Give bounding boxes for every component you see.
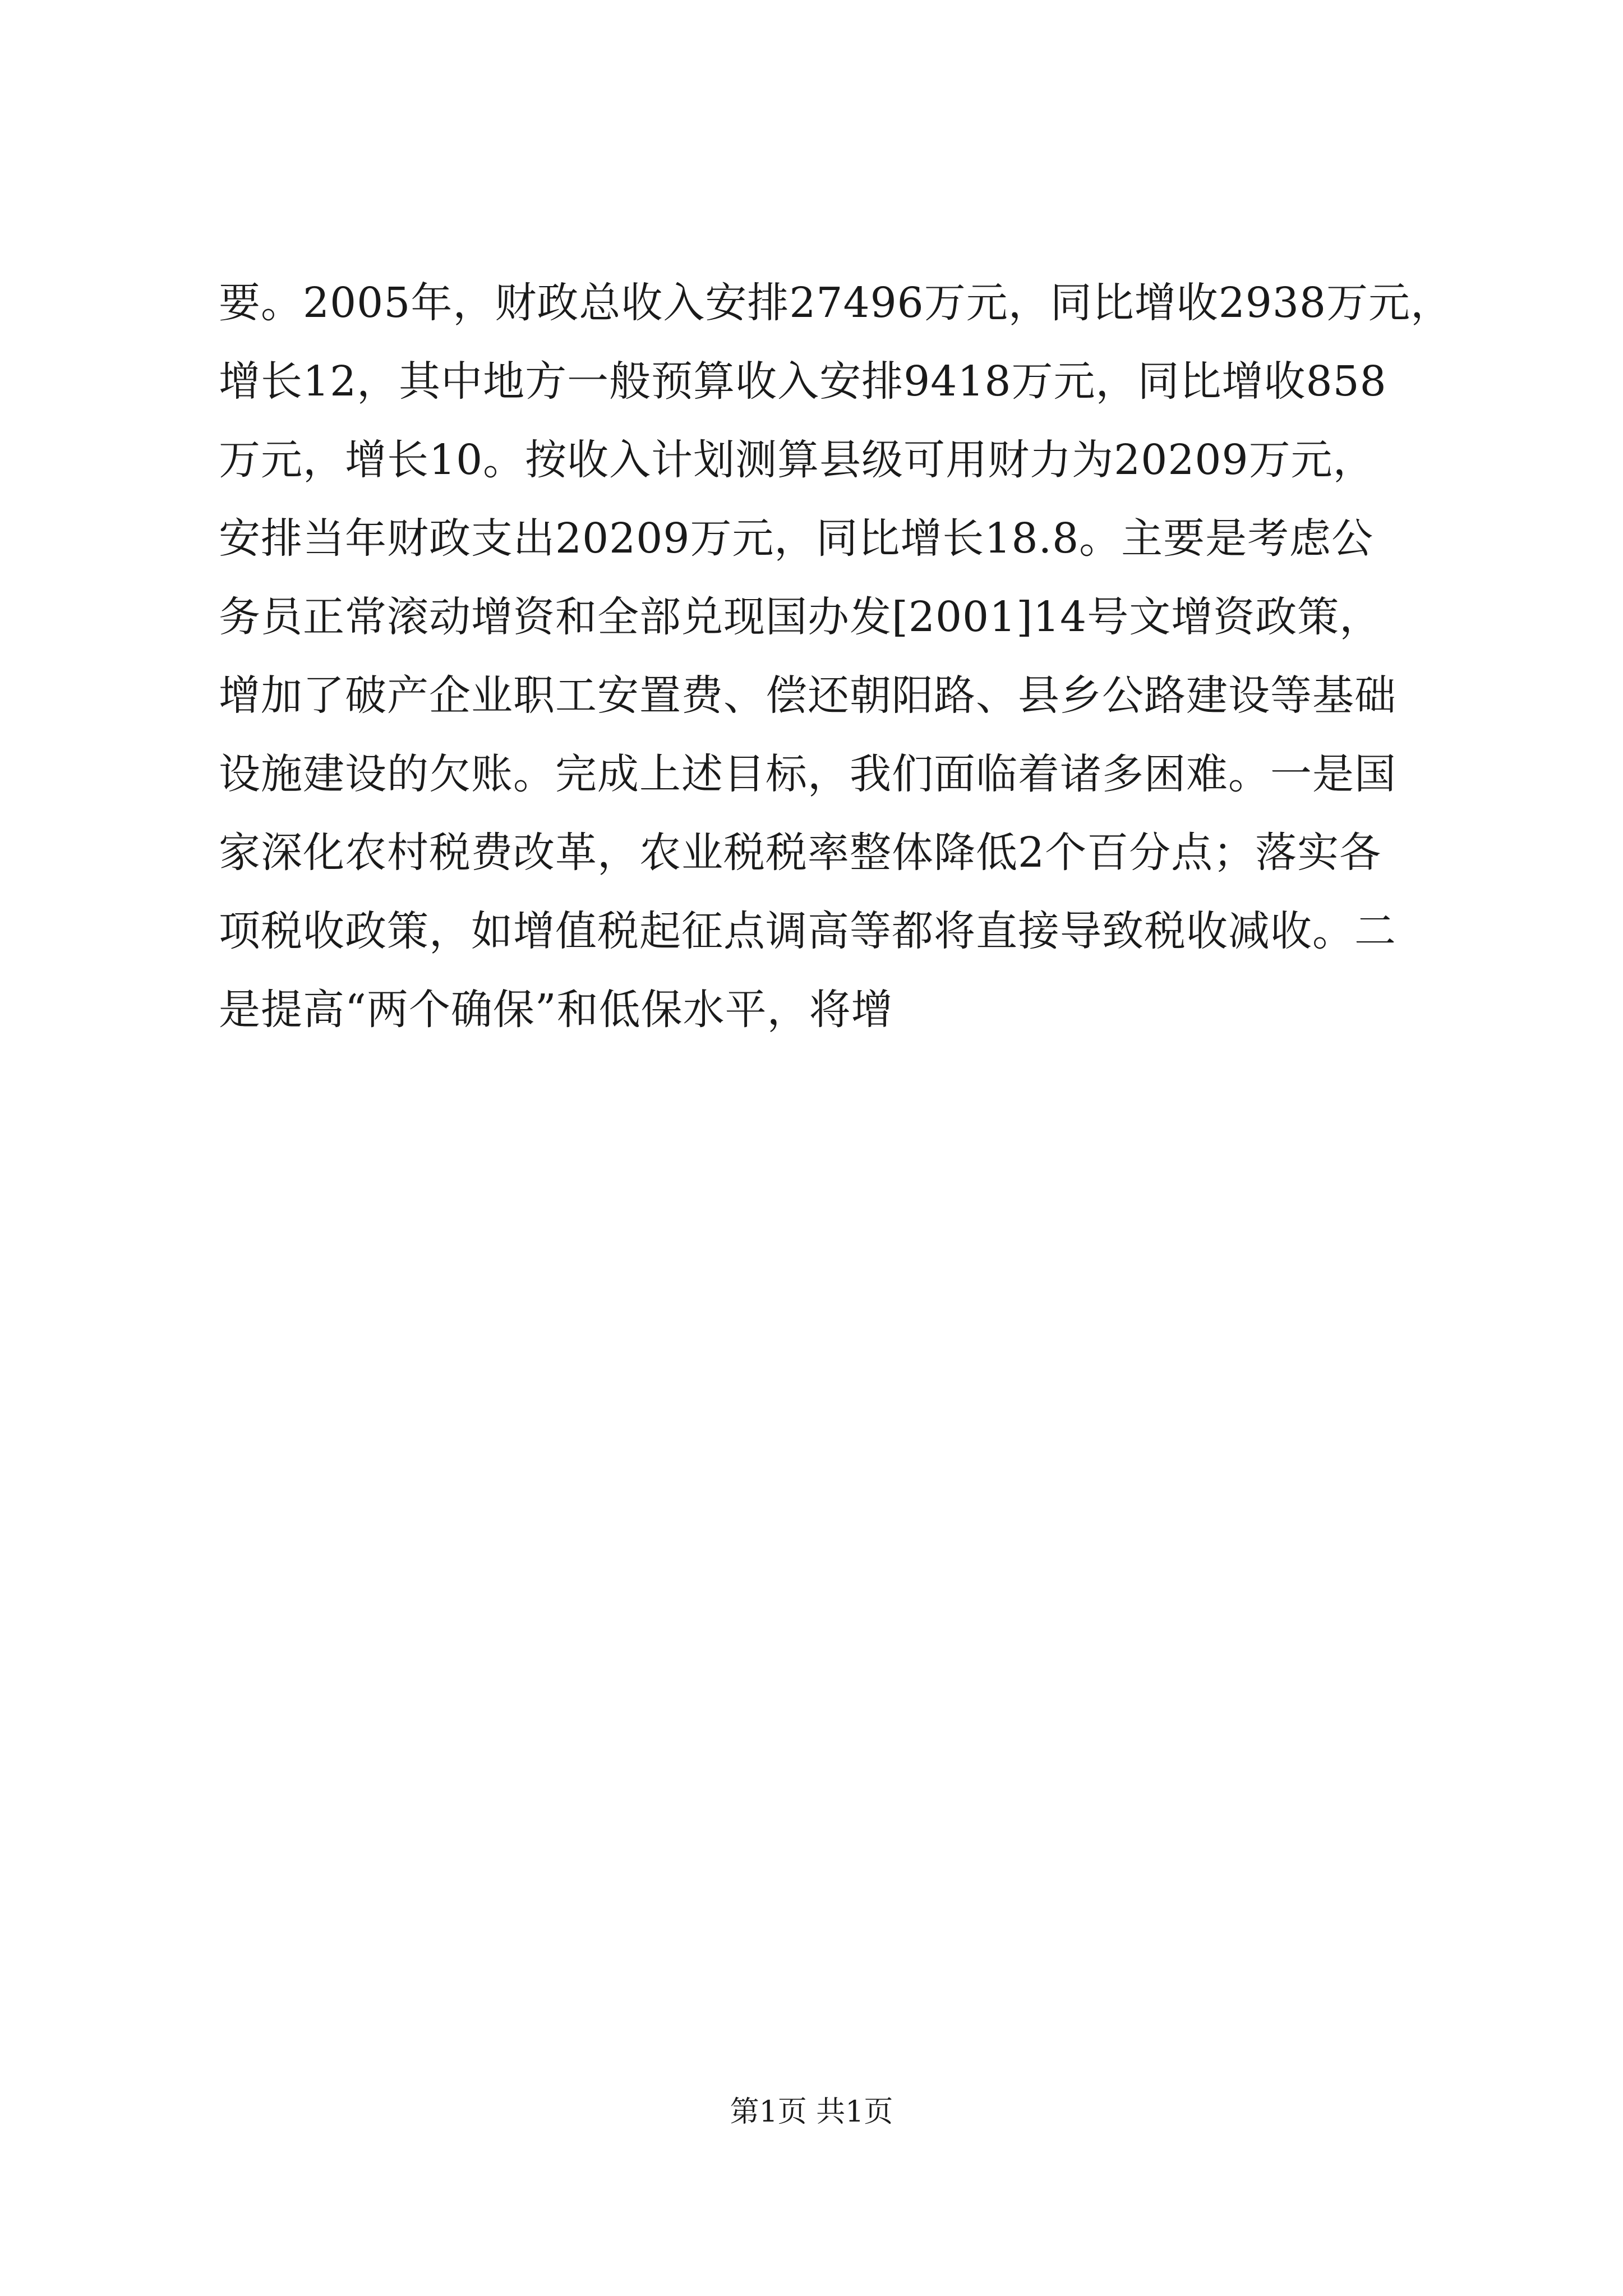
text-line: 增长12，其中地方一般预算收入安排9418万元，同比增收858 bbox=[219, 357, 1387, 406]
text-line: 万元，增长10。按收入计划测算县级可用财力为20209万元， bbox=[219, 436, 1375, 484]
text-line: 项税收政策，如增值税起征点调高等都将直接导致税收减收。二 bbox=[219, 907, 1396, 955]
body-paragraph bbox=[219, 264, 1453, 1049]
page-footer bbox=[0, 2090, 1623, 2134]
text-line: 务员正常滚动增资和全部兑现国办发[2001]14号文增资政策， bbox=[219, 593, 1382, 641]
text-line: 安排当年财政支出20209万元，同比增长18.8。主要是考虑公 bbox=[219, 514, 1374, 563]
text-line: 要。2005年，财政总收入安排27496万元，同比增收2938万元， bbox=[219, 279, 1453, 327]
text-line: 增加了破产企业职工安置费、偿还朝阳路、县乡公路建设等基础 bbox=[219, 671, 1396, 720]
text-line: 设施建设的欠账。完成上述目标，我们面临着诸多困难。一是国 bbox=[219, 750, 1396, 798]
text-line: 家深化农村税费改革，农业税税率整体降低2个百分点；落实各 bbox=[219, 829, 1382, 877]
page-number-label: 第1页 共1页 bbox=[730, 2095, 893, 2129]
text-line: 是提高“两个确保”和低保水平，将增 bbox=[219, 986, 893, 1034]
